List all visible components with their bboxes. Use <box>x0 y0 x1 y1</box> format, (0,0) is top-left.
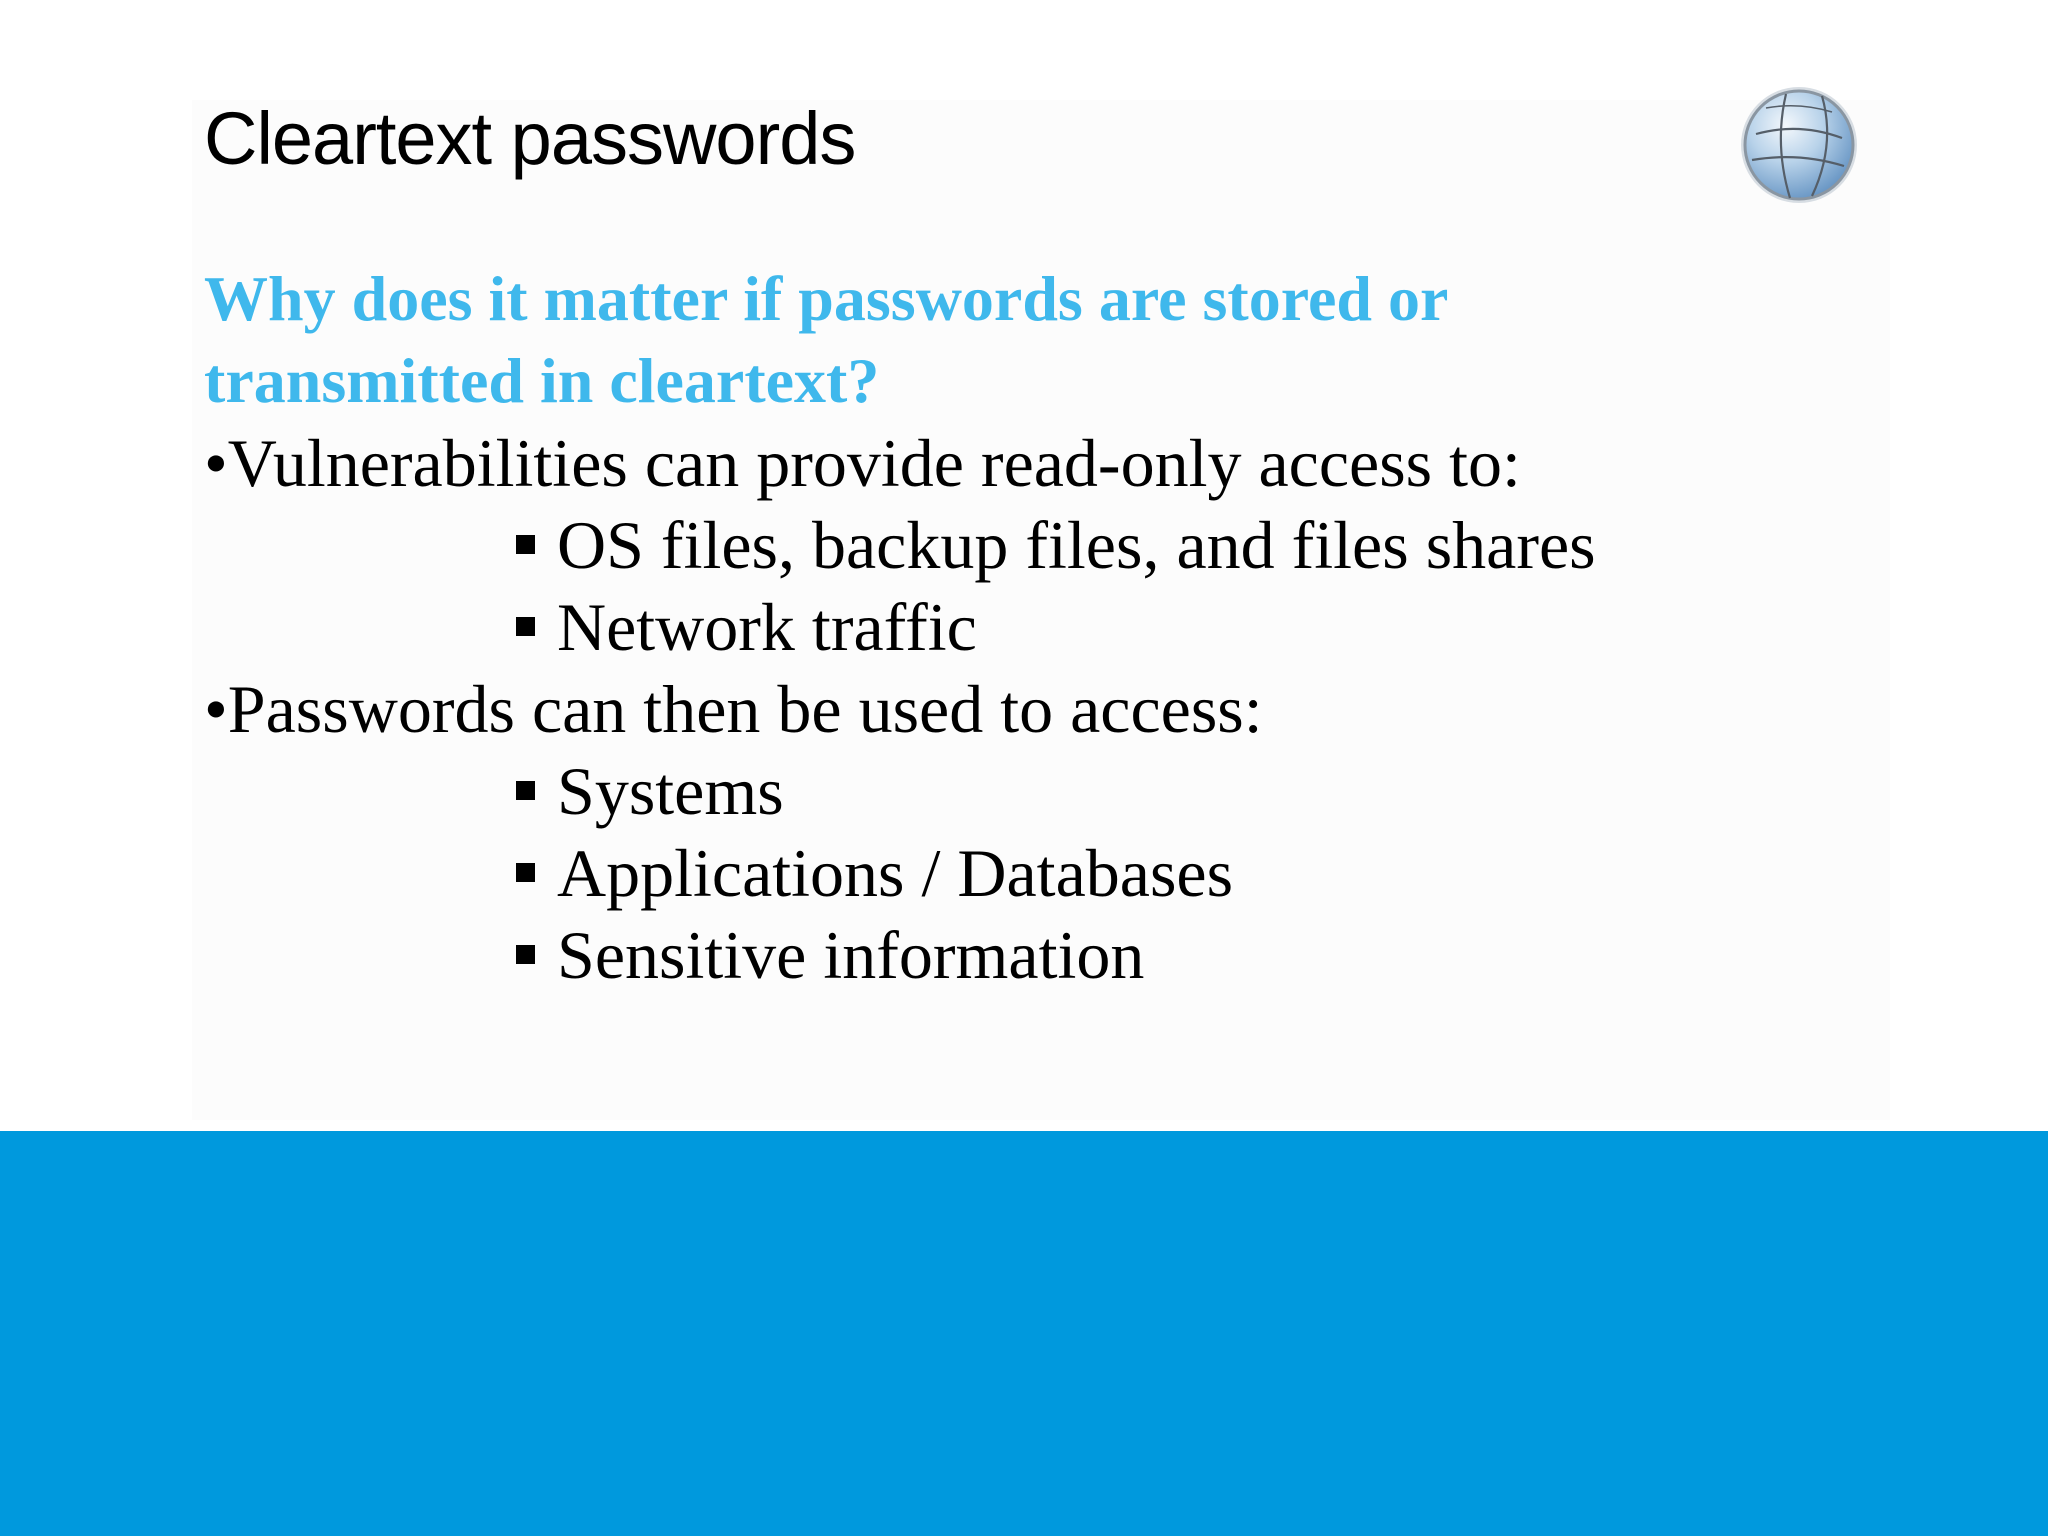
sub-item-systems <box>516 750 1804 832</box>
sub-item-label: Network traffic <box>557 589 977 665</box>
slide-title: Cleartext passwords <box>204 97 856 180</box>
sub-item-sensitive-info <box>516 914 1804 996</box>
slide-body <box>204 258 1804 996</box>
globe-icon <box>1736 82 1862 208</box>
bullet-passwords: •Passwords can then be used to access: <box>204 671 1263 747</box>
sub-list-vulnerabilities <box>204 504 1804 668</box>
sub-item-applications <box>516 832 1804 914</box>
sub-item-network-traffic <box>516 586 1804 668</box>
sub-item-label: Systems <box>557 753 784 829</box>
bullet-vulnerabilities: •Vulnerabilities can provide read-only access to: <box>204 425 1521 501</box>
sub-item-label: Sensitive information <box>557 917 1145 993</box>
square-bullet-icon <box>516 945 535 964</box>
square-bullet-icon <box>516 617 535 636</box>
sub-list-passwords <box>204 750 1804 996</box>
sub-item-os-files <box>516 504 1804 586</box>
sub-item-label: OS files, backup files, and files shares <box>557 507 1596 583</box>
square-bullet-icon <box>516 535 535 554</box>
square-bullet-icon <box>516 863 535 882</box>
sub-item-label: Applications / Databases <box>557 835 1234 911</box>
question-line-2: transmitted in cleartext? <box>204 345 880 416</box>
question-line-1: Why does it matter if passwords are stored or <box>204 263 1449 334</box>
footer-band <box>0 1131 2048 1536</box>
square-bullet-icon <box>516 781 535 800</box>
